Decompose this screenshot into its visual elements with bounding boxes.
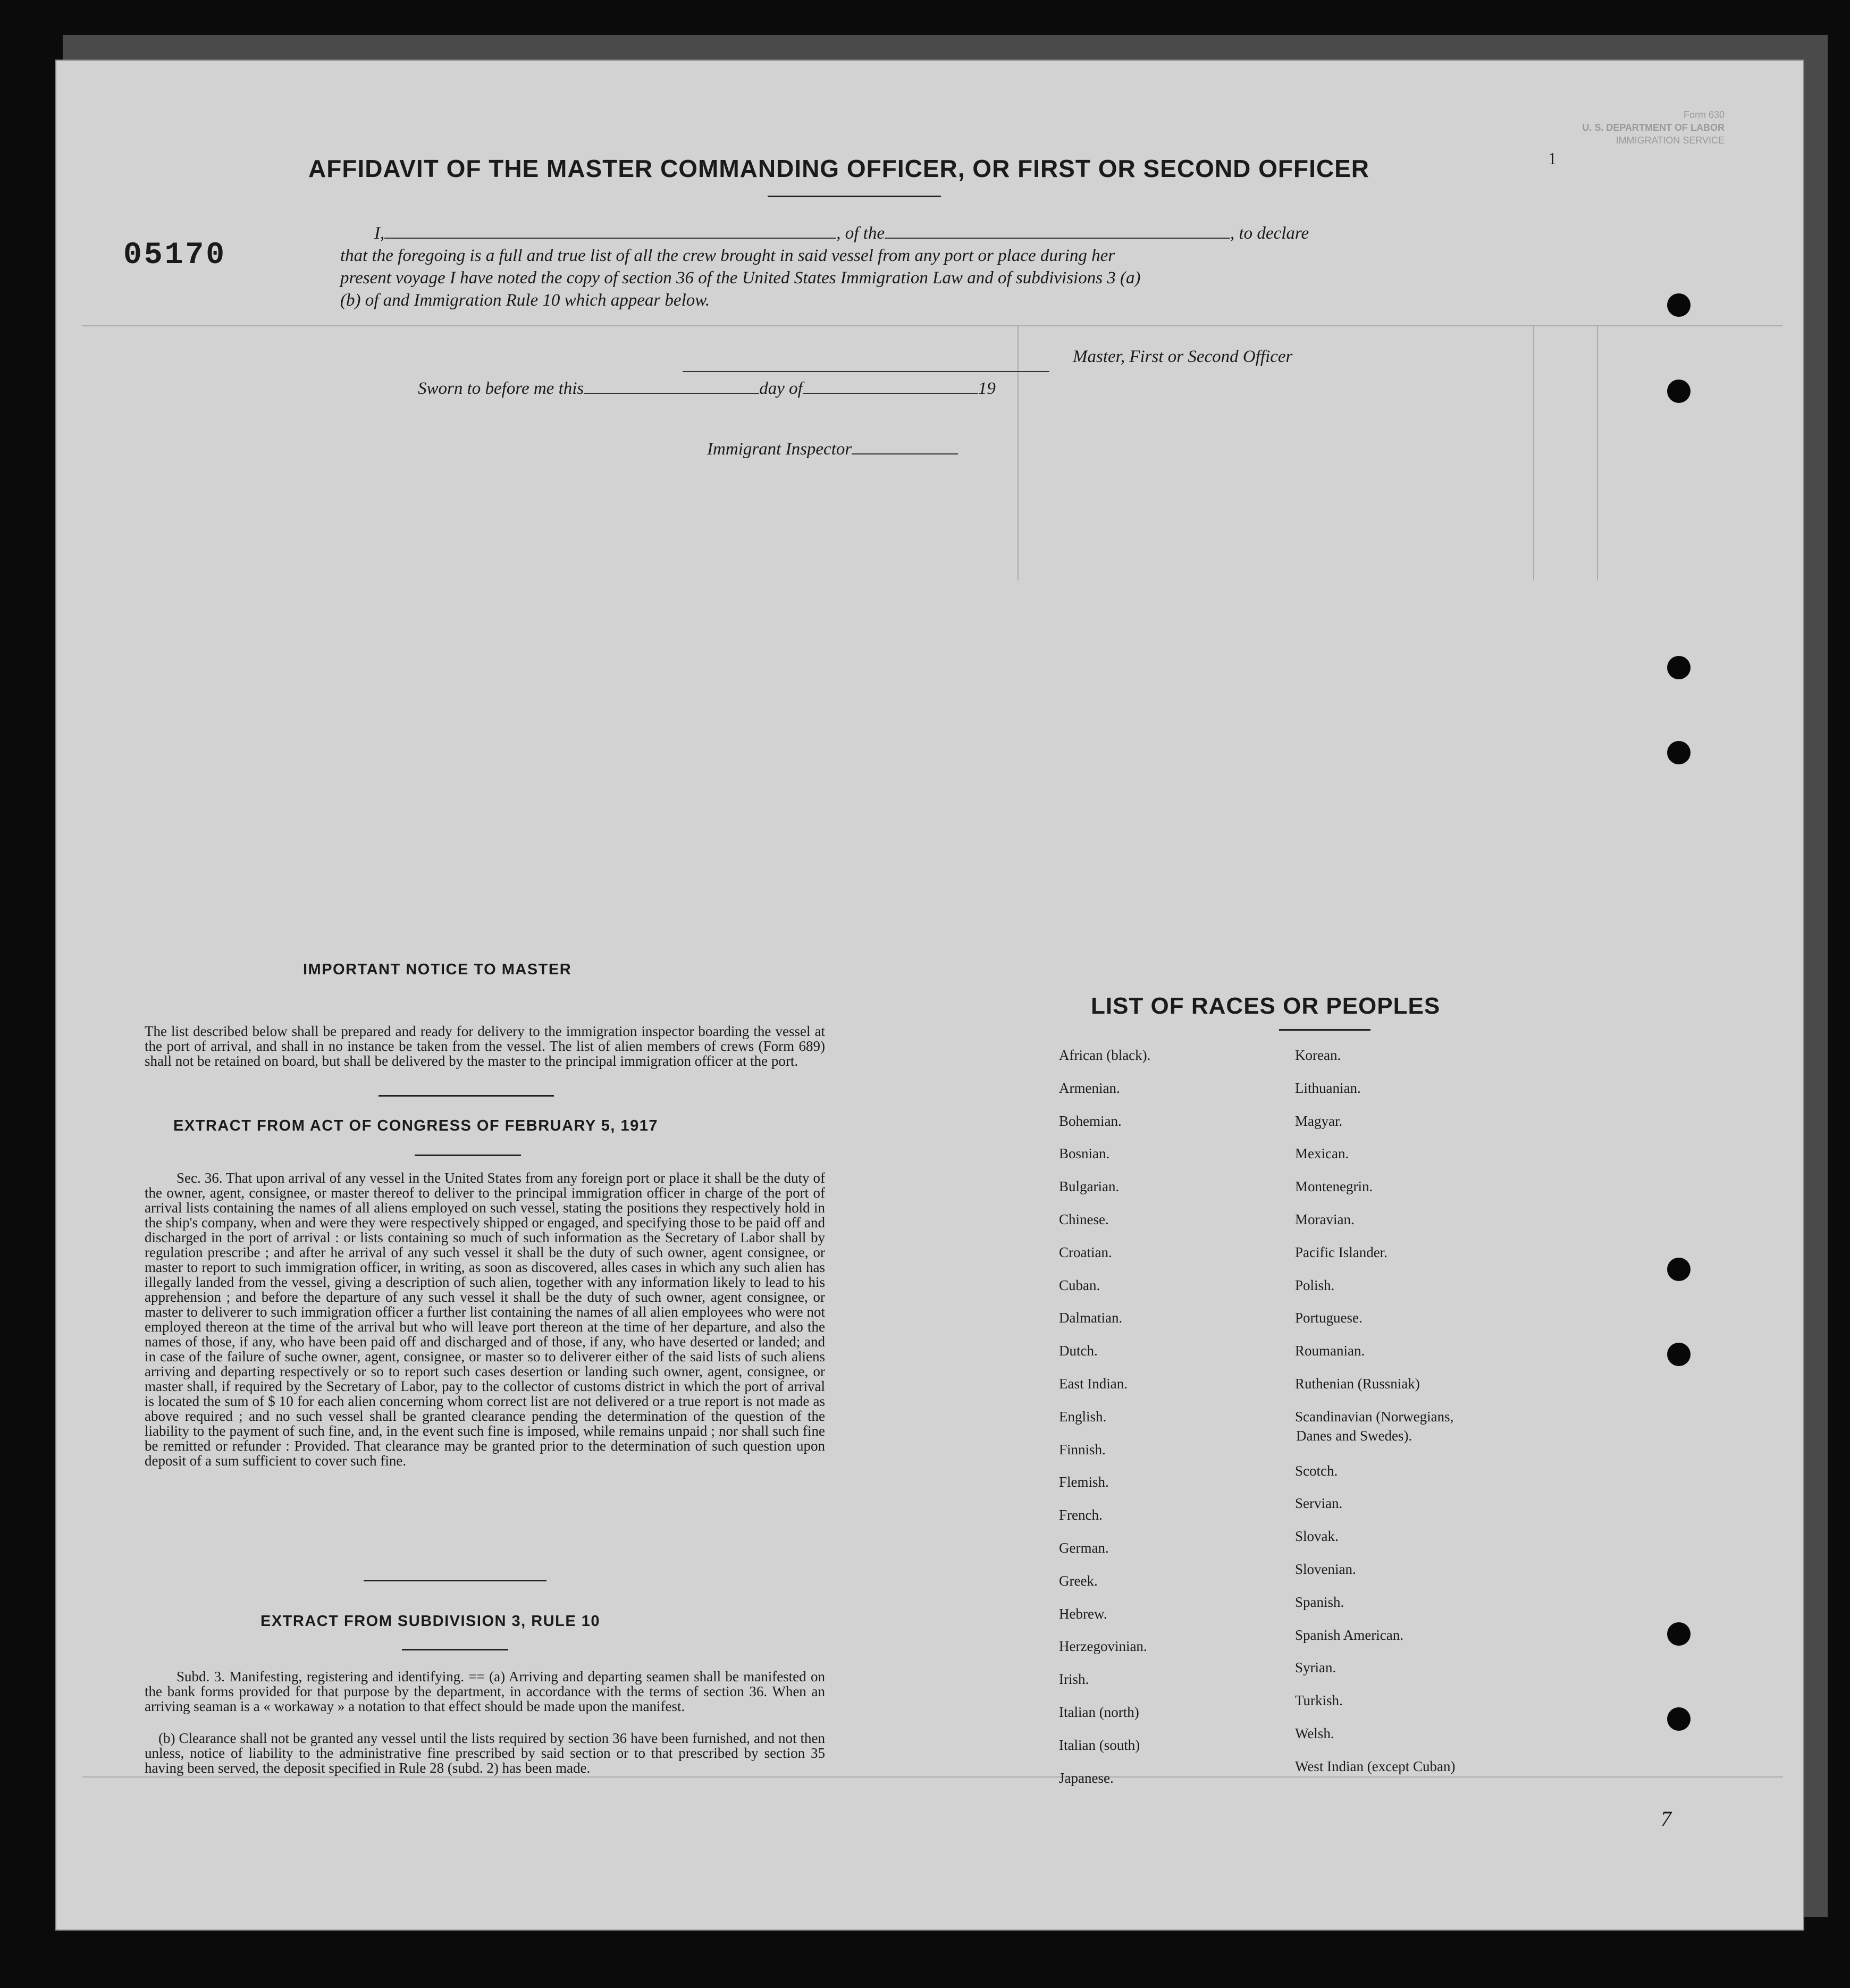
race-item: Slovenian. [1295,1561,1356,1577]
sworn-line [418,377,996,400]
rule-extract-para-b: (b) Clearance shall not be granted any vessel until the lists required by section 36 have been furnished, and not then unless, notice of liability to the administrative fine prescribed by said section or to that prescribed by section 35 having been served, the deposit specified in Rule 28 (subd. 2) has been made. [145,1730,825,1776]
race-item: Spanish American. [1295,1627,1403,1643]
name-blank [384,224,836,239]
bleed-rule [1597,325,1598,580]
officer-signature-blank [683,370,1049,372]
notice-title: IMPORTANT NOTICE TO MASTER [303,961,572,978]
race-item: Dutch. [1059,1343,1098,1359]
race-item: Scotch. [1295,1462,1338,1479]
race-item: Bohemian. [1059,1113,1122,1129]
race-item: Hebrew. [1059,1605,1107,1622]
rule-title-underline [402,1649,508,1650]
day-blank [584,379,759,394]
punch-hole [1667,741,1691,764]
punch-hole [1667,293,1691,317]
inspector-line [707,438,958,460]
punch-hole [1667,1622,1691,1646]
bleed-rule [82,325,1783,326]
race-item: Dalmatian. [1059,1310,1123,1326]
race-item: Portuguese. [1295,1310,1363,1326]
race-item: Syrian. [1295,1660,1336,1676]
day-of-text: day of [759,379,803,398]
bleed-rule [1533,325,1534,580]
race-item: Chinese. [1059,1211,1109,1227]
form-number: Form 630 [1683,109,1725,120]
inspector-text: Immigrant Inspector [707,440,852,459]
affidavit-text [340,222,1453,311]
title-underline [768,196,941,197]
officer-caption: Master, First or Second Officer [1073,347,1293,366]
race-item: Italian (north) [1059,1704,1139,1720]
race-item: Herzegovinian. [1059,1638,1147,1655]
year-prefix: 19 [978,379,996,398]
race-item: West Indian (except Cuban) [1295,1758,1456,1774]
race-item: English. [1059,1408,1107,1425]
race-item: Turkish. [1295,1692,1343,1709]
corner-mark: 7 [1661,1807,1671,1831]
affidavit-line-4: (b) of and Immigration Rule 10 which appear below. [340,291,710,310]
affidavit-line-2: that the foregoing is a full and true list of all the crew brought in said vessel from any port or place during her [340,246,1115,265]
sworn-text: Sworn to before me this [418,379,584,398]
punch-hole [1667,380,1691,403]
race-item: Magyar. [1295,1113,1343,1129]
race-item: Finnish. [1059,1441,1106,1458]
race-item: Ruthenian (Russniak) [1295,1376,1420,1392]
bleed-rule [1018,325,1019,580]
race-item: Slovak. [1295,1528,1339,1545]
race-item: East Indian. [1059,1376,1128,1392]
act-title-underline [415,1155,521,1156]
race-item-continuation: Danes and Swedes). [1296,1428,1412,1444]
rule-extract-para-a: Subd. 3. Manifesting, registering and identifying. == (a) Arriving and departing seamen shall be manifested on the bank forms provided for that purpose by the department, in accordance with the terms of section 36. When an arriving seaman is a « workaway » a notation to that effect should be made upon the manifest. [145,1669,825,1714]
race-item: Japanese. [1059,1770,1114,1786]
race-item: Servian. [1295,1495,1343,1512]
race-item: Armenian. [1059,1080,1120,1096]
races-title: LIST OF RACES OR PEOPLES [1091,993,1441,1019]
race-item: Moravian. [1295,1211,1355,1227]
races-title-underline [1279,1029,1370,1031]
month-blank [803,379,978,394]
race-item: Flemish. [1059,1474,1109,1490]
affidavit-line-1 [374,222,1453,245]
race-item: French. [1059,1507,1103,1523]
affidavit-title: AFFIDAVIT OF THE MASTER COMMANDING OFFICER, OR FIRST OR SECOND OFFICER [308,155,1369,182]
document-sheet [55,60,1804,1931]
bleed-rule [82,1776,1783,1778]
affidavit-i: I, [374,224,385,243]
race-item: Bosnian. [1059,1145,1110,1162]
race-item: Croatian. [1059,1244,1112,1260]
race-item: Irish. [1059,1671,1089,1688]
race-item: Korean. [1295,1047,1341,1063]
act-divider [364,1580,546,1581]
race-item: Welsh. [1295,1725,1334,1741]
notice-body: The list described below shall be prepared and ready for delivery to the immigration inspector boarding the vessel at the port of arrival, and shall in no instance be taken from the vessel. The list of alien members of crews (Form 689) shall not be retained on board, but shall be delivered by the master to the principal immigration officer at the port. [145,1023,825,1069]
form-info [1582,108,1725,147]
race-item: Scandinavian (Norwegians, [1295,1408,1454,1425]
rule-extract-title: EXTRACT FROM SUBDIVISION 3, RULE 10 [260,1613,601,1630]
inspector-blank [852,440,958,454]
service-name: IMMIGRATION SERVICE [1616,135,1725,146]
affidavit-of-the: , of the [836,224,885,243]
punch-hole [1667,1343,1691,1366]
race-item: Polish. [1295,1277,1335,1293]
affidavit-declare: , to declare [1230,224,1309,243]
race-item: Spanish. [1295,1594,1344,1610]
race-item: Pacific Islander. [1295,1244,1388,1260]
race-item: Italian (south) [1059,1737,1140,1753]
race-item: Roumanian. [1295,1343,1365,1359]
vessel-blank [885,224,1230,239]
act-extract-title: EXTRACT FROM ACT OF CONGRESS OF FEBRUARY 5, 1917 [173,1117,659,1134]
notice-divider [379,1095,554,1097]
race-item: German. [1059,1540,1109,1556]
department-name: U. S. DEPARTMENT OF LABOR [1582,122,1725,133]
act-extract-body: Sec. 36. That upon arrival of any vessel in the United States from any foreign port or place it shall be the duty of the owner, agent, consignee, or master thereof to deliver to the principal immigration officer in charge of the port of arrival lists containing the names of all aliens employed on such vessel, stating the positions they respectively hold in the ship's company, when and were they were respectively shipped or engaged, and specifying those to be paid off and discharged in the port of arrival : or lists containing so much of such information as the Secretary of Labor shall by regulation prescribe ; and after he arrival of any such vessel it shall be the duty of such owner, agent consignee, or master to report to such immigration officer, in writing, as soon as discovered, alles cases in which any such alien has illegally landed from the vessel, giving a description of such alien, together with any information likely to lead to his apprehension ; and before the departure of any such vessel it shall be the duty of such owner, agent consignee, or master to deliverer to such immigration officer a further list containing the names of all alien employees who were not employed thereon at the time of the arrival but who will leave port thereon at the time of her departure, and also the names of those, if any, who have been paid off and discharged and of those, if any, who have deserted or landed; and in case of the failure of suche owner, agent, consignee, or master so to deliverer either of the said lists of such aliens arriving and departing respectively or so to report such cases desertion or landing such owner, agent, consignee, or master shall, if required by the Secretary of Labor, pay to the collector of customs district in which the port of arrival is located the sum of $ 10 for each alien concerning whom correct list are not delivered or a true report is not made as above required ; and no such vessel shall be granted clearance pending the determination of the question of the liability to the payment of such fine, and, in the event such fine is imposed, while remains unpaid ; nor shall such fine be remitted or refunder : Provided. That clearance may be granted prior to the determination of such question upon deposit of a sum sufficient to cover such fine. [145,1170,825,1469]
race-item: Greek. [1059,1572,1098,1589]
race-item: Montenegrin. [1295,1178,1373,1195]
stamped-number: 05170 [123,238,227,273]
race-item: Lithuanian. [1295,1080,1361,1096]
race-item: Mexican. [1295,1145,1349,1162]
punch-hole [1667,1258,1691,1281]
race-item: African (black). [1059,1047,1151,1063]
affidavit-line-3: present voyage I have noted the copy of section 36 of the United States Immigration Law and of subdivisions 3 (a) [340,268,1141,288]
race-item: Bulgarian. [1059,1178,1120,1195]
punch-hole [1667,1707,1691,1731]
page-number: 1 [1548,149,1557,168]
race-item: Cuban. [1059,1277,1100,1293]
punch-hole [1667,656,1691,679]
